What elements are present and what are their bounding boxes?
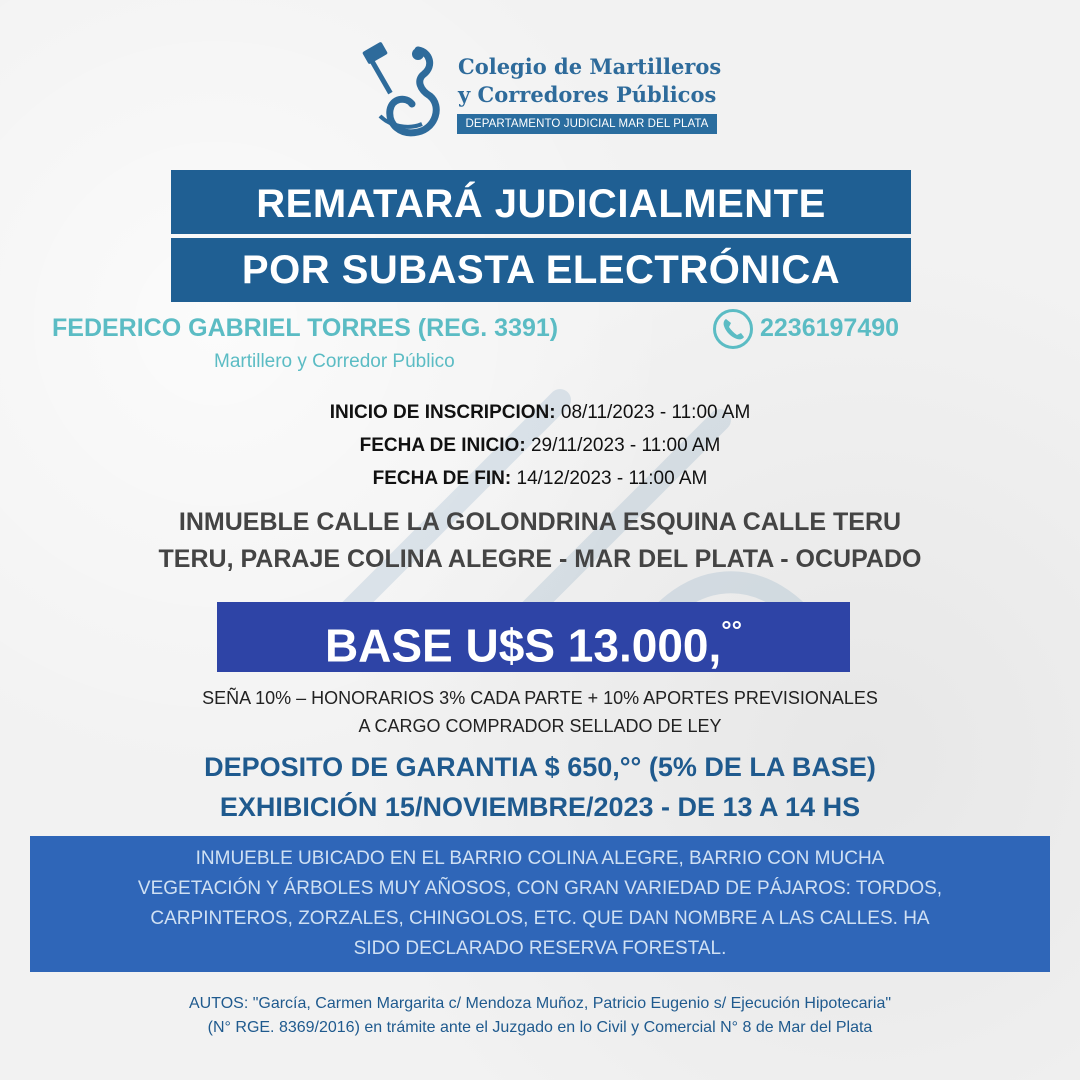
date-start bbox=[0, 429, 1080, 462]
gavel-seahorse-logo-icon bbox=[360, 40, 446, 140]
base-price-banner bbox=[217, 602, 850, 672]
description-line3: CARPINTEROS, ZORZALES, CHINGOLOS, ETC. QUE DAN NOMBRE A LAS CALLES. HA bbox=[150, 908, 930, 929]
dates-block bbox=[0, 396, 1080, 495]
autos-line2: (N° RGE. 8369/2016) en trámite ante el Juzgado en lo Civil y Comercial N° 8 de Mar del Plata bbox=[207, 1019, 873, 1036]
logo-title-line1: Colegio de Martilleros bbox=[458, 54, 722, 79]
auctioneer-name: FEDERICO GABRIEL TORRES (REG. 3391) bbox=[52, 314, 559, 342]
headline-line1: REMATARÁ JUDICIALMENTE bbox=[171, 170, 911, 234]
organization-logo bbox=[360, 40, 720, 140]
property-line1: INMUEBLE CALLE LA GOLONDRINA ESQUINA CALLE TERU bbox=[178, 508, 902, 536]
base-price-label: BASE U$S 13.000, bbox=[324, 619, 722, 672]
date-value: 08/11/2023 - 11:00 AM bbox=[560, 402, 751, 423]
description-line2: VEGETACIÓN Y ÁRBOLES MUY AÑOSOS, CON GRAN VARIEDAD DE PÁJAROS: TORDOS, bbox=[137, 878, 943, 899]
legal-case-reference bbox=[30, 992, 1050, 1040]
description-line4: SIDO DECLARADO RESERVA FORESTAL. bbox=[353, 938, 727, 959]
property-description bbox=[30, 836, 1050, 972]
date-label: FECHA DE INICIO: bbox=[359, 435, 526, 456]
date-inscription bbox=[0, 396, 1080, 429]
property-address bbox=[40, 504, 1040, 578]
fees-text bbox=[40, 684, 1040, 740]
property-line2: TERU, PARAJE COLINA ALEGRE - MAR DEL PLATA - OCUPADO bbox=[158, 545, 922, 573]
headline-line2: POR SUBASTA ELECTRÓNICA bbox=[171, 238, 911, 302]
date-value: 14/12/2023 - 11:00 AM bbox=[516, 468, 708, 489]
fees-line2: A CARGO COMPRADOR SELLADO DE LEY bbox=[358, 716, 722, 736]
fees-line1: SEÑA 10% – HONORARIOS 3% CADA PARTE + 10% APORTES PREVISIONALES bbox=[202, 688, 878, 708]
deposit-guarantee: DEPOSITO DE GARANTIA $ 650,°° (5% DE LA BASE) bbox=[204, 752, 876, 782]
description-line1: INMUEBLE UBICADO EN EL BARRIO COLINA ALEGRE, BARRIO CON MUCHA bbox=[195, 848, 885, 869]
date-end bbox=[0, 462, 1080, 495]
date-value: 29/11/2023 - 11:00 AM bbox=[530, 435, 721, 456]
phone-icon bbox=[712, 308, 754, 350]
exhibition-date: EXHIBICIÓN 15/NOVIEMBRE/2023 - DE 13 A 14 HS bbox=[219, 792, 861, 822]
auctioneer-role: Martillero y Corredor Público bbox=[214, 351, 455, 372]
phone-number: 2236197490 bbox=[760, 314, 900, 342]
base-price-suffix: °° bbox=[721, 615, 743, 645]
date-label: INICIO DE INSCRIPCION: bbox=[329, 402, 556, 423]
logo-title-line2: y Corredores Públicos bbox=[458, 82, 717, 107]
date-label: FECHA DE FIN: bbox=[372, 468, 512, 489]
logo-department: DEPARTAMENTO JUDICIAL MAR DEL PLATA bbox=[457, 114, 717, 134]
autos-line1: AUTOS: "García, Carmen Margarita c/ Mendoza Muñoz, Patricio Eugenio s/ Ejecución Hipotecaria" bbox=[188, 995, 892, 1012]
